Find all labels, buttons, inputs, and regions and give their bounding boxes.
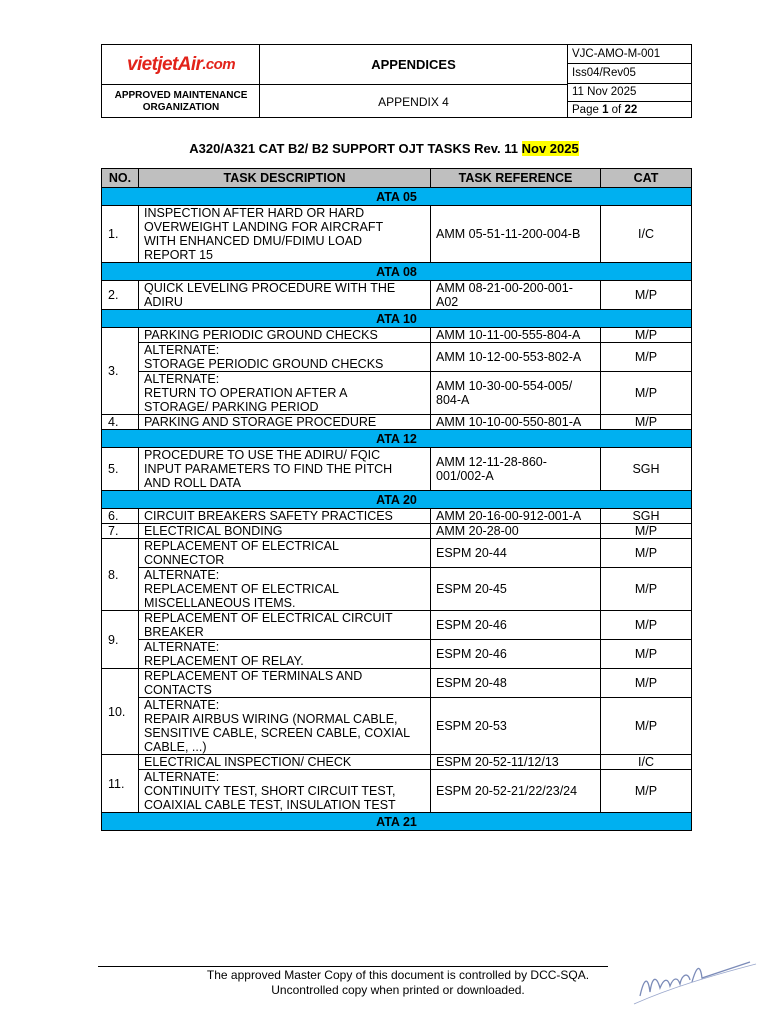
- task-reference: [431, 372, 601, 415]
- subsection-title: APPENDIX 4: [378, 94, 449, 109]
- ata-label: ATA 05: [102, 188, 692, 206]
- task-reference-line: AMM 20-16-00-912-001-A: [436, 509, 582, 523]
- table-row: [102, 539, 692, 568]
- header-task-description: TASK DESCRIPTION: [139, 169, 431, 188]
- table-row: [102, 328, 692, 343]
- task-description-line: REPLACEMENT OF RELAY.: [144, 654, 304, 668]
- table-row: [102, 509, 692, 524]
- vietjet-logo: [102, 45, 260, 84]
- table-row: [102, 524, 692, 539]
- task-description-line: STORAGE/ PARKING PERIOD: [144, 400, 319, 414]
- task-reference: [431, 640, 601, 669]
- task-description: [139, 698, 431, 755]
- footer-line1: The approved Master Copy of this document is controlled by DCC-SQA.: [206, 968, 590, 982]
- table-row: [102, 206, 692, 263]
- task-reference: [431, 524, 601, 539]
- task-description-line: PARKING PERIODIC GROUND CHECKS: [144, 328, 378, 342]
- task-reference-line: AMM 10-30-00-554-005/: [436, 379, 573, 393]
- task-description: [139, 343, 431, 372]
- task-reference-line: AMM 05-51-11-200-004-B: [436, 227, 581, 241]
- table-header-row: [102, 169, 692, 188]
- task-category: M/P: [601, 611, 692, 640]
- task-reference: [431, 343, 601, 372]
- task-category: M/P: [601, 281, 692, 310]
- document-title: [0, 141, 768, 156]
- task-reference-line: AMM 10-11-00-555-804-A: [436, 328, 581, 342]
- task-reference-line: 001/002-A: [436, 469, 494, 483]
- doc-id: VJC-AMO-M-001: [572, 48, 661, 60]
- table-row: [102, 755, 692, 770]
- task-description-line: OVERWEIGHT LANDING FOR AIRCRAFT: [144, 220, 384, 234]
- task-reference-line: ESPM 20-53: [436, 719, 507, 733]
- task-category: M/P: [601, 640, 692, 669]
- table-row: [102, 669, 692, 698]
- issue-date: 11 Nov 2025: [572, 86, 637, 98]
- task-reference: [431, 448, 601, 491]
- table-row: [102, 372, 692, 415]
- task-number: 6.: [102, 509, 139, 524]
- header-no: NO.: [102, 169, 139, 188]
- task-number: 7.: [102, 524, 139, 539]
- page-prefix: Page: [572, 104, 603, 116]
- task-description-line: CABLE, ...): [144, 740, 207, 754]
- table-row: [102, 343, 692, 372]
- task-category: M/P: [601, 372, 692, 415]
- org-line1: APPROVED MAINTENANCE: [114, 89, 248, 101]
- page-number: [568, 101, 692, 119]
- table-row: [102, 448, 692, 491]
- task-reference: [431, 755, 601, 770]
- task-number: 1.: [102, 206, 139, 263]
- page-of: of: [608, 104, 625, 116]
- task-description: [139, 206, 431, 263]
- ata-section-row: [102, 491, 692, 509]
- header-cat: CAT: [601, 169, 692, 188]
- task-reference-line: ESPM 20-48: [436, 676, 507, 690]
- table-row: [102, 770, 692, 813]
- task-category: M/P: [601, 568, 692, 611]
- task-category: M/P: [601, 669, 692, 698]
- task-description-line: ADIRU: [144, 295, 183, 309]
- task-category: M/P: [601, 698, 692, 755]
- task-description-line: REPLACEMENT OF ELECTRICAL: [144, 539, 339, 553]
- task-category: M/P: [601, 539, 692, 568]
- task-category: SGH: [601, 448, 692, 491]
- task-description: [139, 415, 431, 430]
- task-number: 4.: [102, 415, 139, 430]
- task-reference: [431, 611, 601, 640]
- task-description-line: BREAKER: [144, 625, 204, 639]
- task-description-line: PARKING AND STORAGE PROCEDURE: [144, 415, 377, 429]
- task-category: I/C: [601, 206, 692, 263]
- ata-label: ATA 10: [102, 310, 692, 328]
- title-highlight: Nov 2025: [521, 141, 579, 156]
- table-row: [102, 611, 692, 640]
- task-reference: [431, 770, 601, 813]
- task-number: 8.: [102, 539, 139, 611]
- task-number: 9.: [102, 611, 139, 669]
- task-reference-line: AMM 12-11-28-860-: [436, 455, 547, 469]
- organization-label: [102, 85, 260, 118]
- task-reference: [431, 415, 601, 430]
- task-description-line: ALTERNATE:: [144, 372, 220, 386]
- org-line2: ORGANIZATION: [142, 101, 220, 113]
- task-reference-line: 804-A: [436, 393, 470, 407]
- task-reference-line: AMM 08-21-00-200-001-: [436, 281, 573, 295]
- task-reference-line: ESPM 20-46: [436, 618, 507, 632]
- title-text: A320/A321 CAT B2/ B2 SUPPORT OJT TASKS Rev. 11: [189, 141, 522, 156]
- task-number: 3.: [102, 328, 139, 415]
- task-reference-line: ESPM 20-52-21/22/23/24: [436, 784, 578, 798]
- task-reference: [431, 698, 601, 755]
- ata-label: ATA 12: [102, 430, 692, 448]
- task-category: M/P: [601, 343, 692, 372]
- task-reference-line: AMM 20-28-00: [436, 524, 519, 538]
- task-description-line: ALTERNATE:: [144, 640, 220, 654]
- task-category: M/P: [601, 524, 692, 539]
- task-description: [139, 509, 431, 524]
- table-row: [102, 698, 692, 755]
- task-reference: [431, 669, 601, 698]
- task-description-line: REPLACEMENT OF ELECTRICAL CIRCUIT: [144, 611, 393, 625]
- task-reference: [431, 328, 601, 343]
- ata-section-row: [102, 813, 692, 831]
- table-body: [102, 188, 692, 831]
- task-description-line: RETURN TO OPERATION AFTER A: [144, 386, 348, 400]
- table-row: [102, 568, 692, 611]
- ata-section-row: [102, 430, 692, 448]
- task-reference-line: AMM 10-10-00-550-801-A: [436, 415, 582, 429]
- ata-label: ATA 21: [102, 813, 692, 831]
- task-reference-line: A02: [436, 295, 459, 309]
- task-description-line: ELECTRICAL BONDING: [144, 524, 283, 538]
- task-reference-line: ESPM 20-45: [436, 582, 507, 596]
- task-reference: [431, 568, 601, 611]
- task-description-line: ALTERNATE:: [144, 568, 220, 582]
- task-description-line: SENSITIVE CABLE, SCREEN CABLE, COXIAL: [144, 726, 411, 740]
- footer-divider: [98, 966, 608, 967]
- task-description-line: CIRCUIT BREAKERS SAFETY PRACTICES: [144, 509, 393, 523]
- task-description-line: ALTERNATE:: [144, 343, 220, 357]
- task-category: M/P: [601, 415, 692, 430]
- task-reference: [431, 509, 601, 524]
- task-reference-line: ESPM 20-46: [436, 647, 507, 661]
- logo-text: vietjetAir: [127, 53, 203, 75]
- table-row: [102, 415, 692, 430]
- page-current: 1: [602, 104, 609, 116]
- task-description-line: REPLACEMENT OF ELECTRICAL: [144, 582, 339, 596]
- ata-section-row: [102, 310, 692, 328]
- task-category: M/P: [601, 328, 692, 343]
- task-description-line: CONNECTOR: [144, 553, 225, 567]
- task-description: [139, 524, 431, 539]
- task-number: 10.: [102, 669, 139, 755]
- task-description: [139, 770, 431, 813]
- task-description: [139, 755, 431, 770]
- task-number: 11.: [102, 755, 139, 813]
- task-reference: [431, 539, 601, 568]
- section-title: APPENDICES: [371, 57, 456, 72]
- task-reference-line: ESPM 20-44: [436, 546, 507, 560]
- task-description: [139, 281, 431, 310]
- task-category: M/P: [601, 770, 692, 813]
- task-description-line: AND ROLL DATA: [144, 476, 242, 490]
- task-description-line: QUICK LEVELING PROCEDURE WITH THE: [144, 281, 396, 295]
- task-description-line: ELECTRICAL INSPECTION/ CHECK: [144, 755, 352, 769]
- task-reference-line: ESPM 20-52-11/12/13: [436, 755, 559, 769]
- ata-label: ATA 08: [102, 263, 692, 281]
- table-row: [102, 640, 692, 669]
- task-description-line: COAIXIAL CABLE TEST, INSULATION TEST: [144, 798, 396, 812]
- header-task-reference: TASK REFERENCE: [431, 169, 601, 188]
- task-description-line: STORAGE PERIODIC GROUND CHECKS: [144, 357, 384, 371]
- task-description: [139, 372, 431, 415]
- task-reference: [431, 206, 601, 263]
- task-description-line: REPORT 15: [144, 248, 214, 262]
- task-description-line: PROCEDURE TO USE THE ADIRU/ FQIC: [144, 448, 381, 462]
- task-description: [139, 669, 431, 698]
- task-number: 5.: [102, 448, 139, 491]
- task-description: [139, 448, 431, 491]
- footer-note: [98, 968, 698, 998]
- task-description-line: REPAIR AIRBUS WIRING (NORMAL CABLE,: [144, 712, 398, 726]
- task-description: [139, 539, 431, 568]
- task-description-line: CONTACTS: [144, 683, 212, 697]
- task-description-line: ALTERNATE:: [144, 698, 220, 712]
- task-description: [139, 328, 431, 343]
- task-description: [139, 611, 431, 640]
- task-description: [139, 640, 431, 669]
- footer-line2: Uncontrolled copy when printed or downloaded.: [271, 983, 525, 997]
- task-category: SGH: [601, 509, 692, 524]
- page-total: 22: [624, 104, 638, 116]
- signature-mark: [630, 948, 760, 1008]
- task-description: [139, 568, 431, 611]
- task-description-line: CONTINUITY TEST, SHORT CIRCUIT TEST,: [144, 784, 396, 798]
- logo-suffix: .com: [202, 56, 235, 73]
- task-description-line: INPUT PARAMETERS TO FIND THE PITCH: [144, 462, 393, 476]
- task-description-line: REPLACEMENT OF TERMINALS AND: [144, 669, 363, 683]
- task-description-line: ALTERNATE:: [144, 770, 220, 784]
- task-reference: [431, 281, 601, 310]
- ata-section-row: [102, 188, 692, 206]
- task-category: I/C: [601, 755, 692, 770]
- ojt-task-table: [101, 168, 692, 831]
- ata-label: ATA 20: [102, 491, 692, 509]
- table-row: [102, 281, 692, 310]
- ata-section-row: [102, 263, 692, 281]
- task-description-line: WITH ENHANCED DMU/FDIMU LOAD: [144, 234, 363, 248]
- task-description-line: INSPECTION AFTER HARD OR HARD: [144, 206, 365, 220]
- task-description-line: MISCELLANEOUS ITEMS.: [144, 596, 296, 610]
- document-header: [101, 44, 692, 118]
- issue-revision: Iss04/Rev05: [572, 67, 636, 79]
- task-reference-line: AMM 10-12-00-553-802-A: [436, 350, 582, 364]
- task-number: 2.: [102, 281, 139, 310]
